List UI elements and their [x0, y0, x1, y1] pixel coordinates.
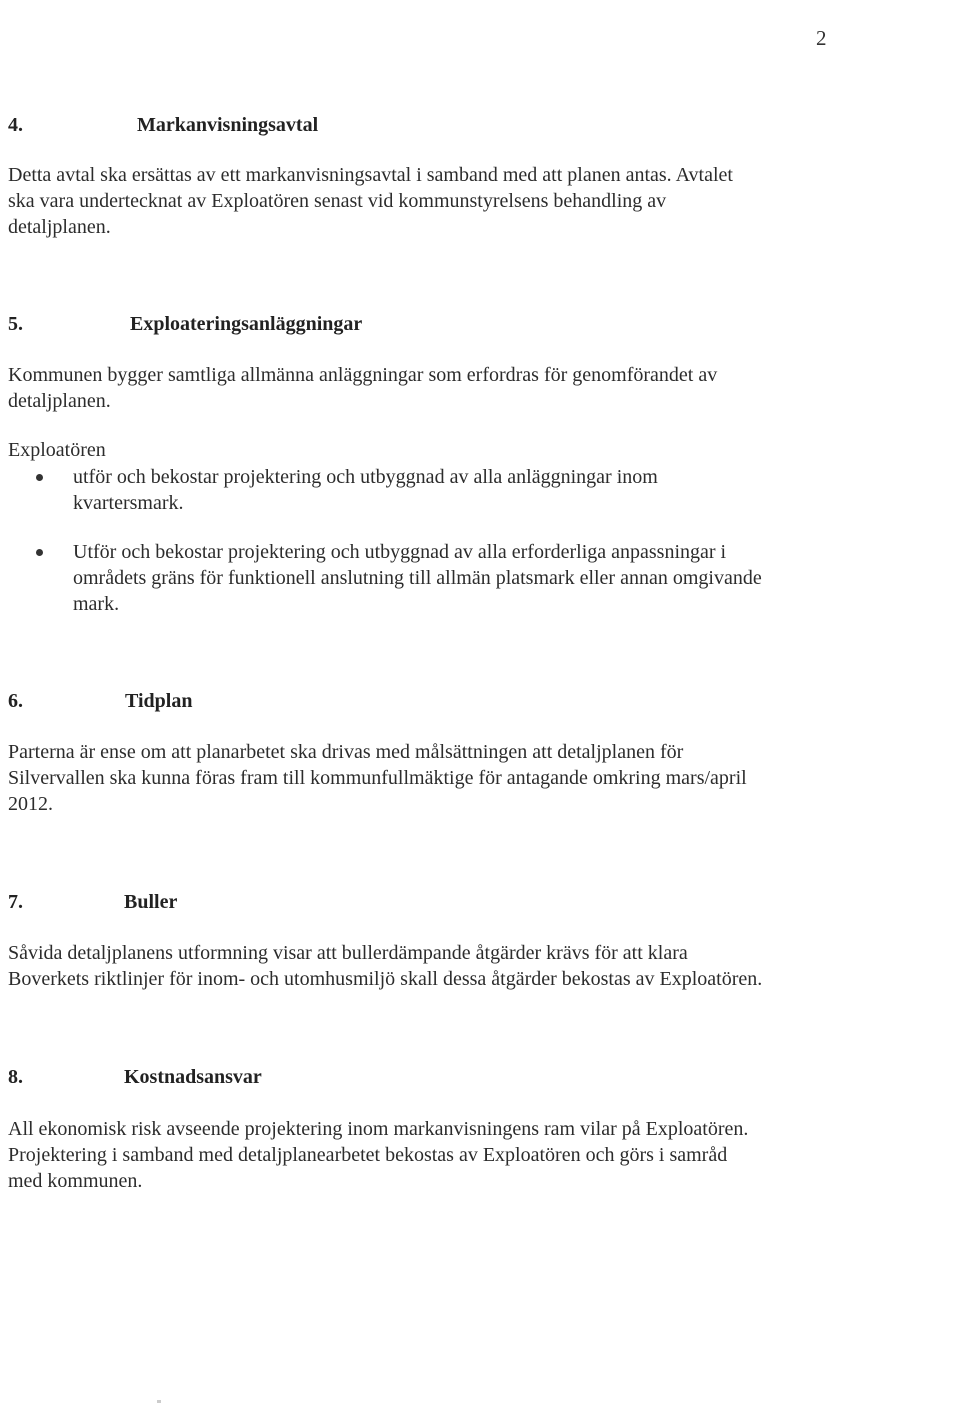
section-4-body [8, 162, 848, 240]
section-title: Markanvisningsavtal [137, 114, 319, 136]
body-line: Detta avtal ska ersättas av ett markanvisningsavtal i samband med att planen antas. Avtalet [8, 164, 733, 186]
section-7-heading [8, 891, 178, 914]
body-line: kvartersmark. [73, 492, 184, 514]
section-number: 4. [8, 114, 23, 136]
body-line: Projektering i samband med detaljplanearbetet bekostas av Exploatören och görs i samråd [8, 1144, 728, 1166]
page-number: 2 [816, 26, 827, 50]
section-number: 8. [8, 1066, 23, 1088]
body-line: 2012. [8, 793, 53, 815]
scan-speck [157, 1400, 161, 1403]
section-7-body [8, 940, 848, 992]
body-line: Boverkets riktlinjer för inom- och utomhusmiljö skall dessa åtgärder bekostas av Exploatören. [8, 968, 763, 990]
body-line: Kommunen bygger samtliga allmänna anläggningar som erfordras för genomförandet av [8, 364, 718, 386]
section-5-subject: Exploatören [8, 439, 106, 461]
body-line: mark. [73, 593, 120, 615]
body-line: Såvida detaljplanens utformning visar att bullerdämpande åtgärder krävs för att klara [8, 942, 688, 964]
body-line: detaljplanen. [8, 216, 111, 238]
body-line: All ekonomisk risk avseende projektering inom markanvisningens ram vilar på Exploatören. [8, 1118, 749, 1140]
body-line: Parterna är ense om att planarbetet ska drivas med målsättningen att detaljplanen för [8, 741, 684, 763]
section-6-heading [8, 690, 193, 713]
section-4-heading [8, 114, 319, 137]
body-line: Utför och bekostar projektering och utbyggnad av alla erforderliga anpassningar i [73, 541, 727, 563]
section-number: 7. [8, 891, 23, 913]
bullet-text [73, 464, 833, 516]
body-line: ska vara undertecknat av Exploatören senast vid kommunstyrelsens behandling av [8, 190, 667, 212]
section-title: Tidplan [125, 690, 193, 712]
section-title: Kostnadsansvar [124, 1066, 262, 1088]
section-5-heading [8, 313, 363, 336]
section-6-body [8, 739, 848, 817]
bullet-icon [36, 474, 43, 481]
body-line: områdets gräns för funktionell anslutning till allmän platsmark eller annan omgivande [73, 567, 762, 589]
section-5-body [8, 362, 848, 414]
section-number: 6. [8, 690, 23, 712]
body-line: Silvervallen ska kunna föras fram till kommunfullmäktige för antagande omkring mars/april [8, 767, 747, 789]
body-line: med kommunen. [8, 1170, 143, 1192]
bullet-text [73, 539, 833, 617]
section-title: Exploateringsanläggningar [130, 313, 363, 335]
section-title: Buller [124, 891, 178, 913]
section-8-body [8, 1116, 848, 1194]
section-8-heading [8, 1066, 262, 1089]
body-line: utför och bekostar projektering och utbyggnad av alla anläggningar inom [73, 466, 658, 488]
bullet-icon [36, 549, 43, 556]
section-number: 5. [8, 313, 23, 335]
body-line: detaljplanen. [8, 390, 111, 412]
